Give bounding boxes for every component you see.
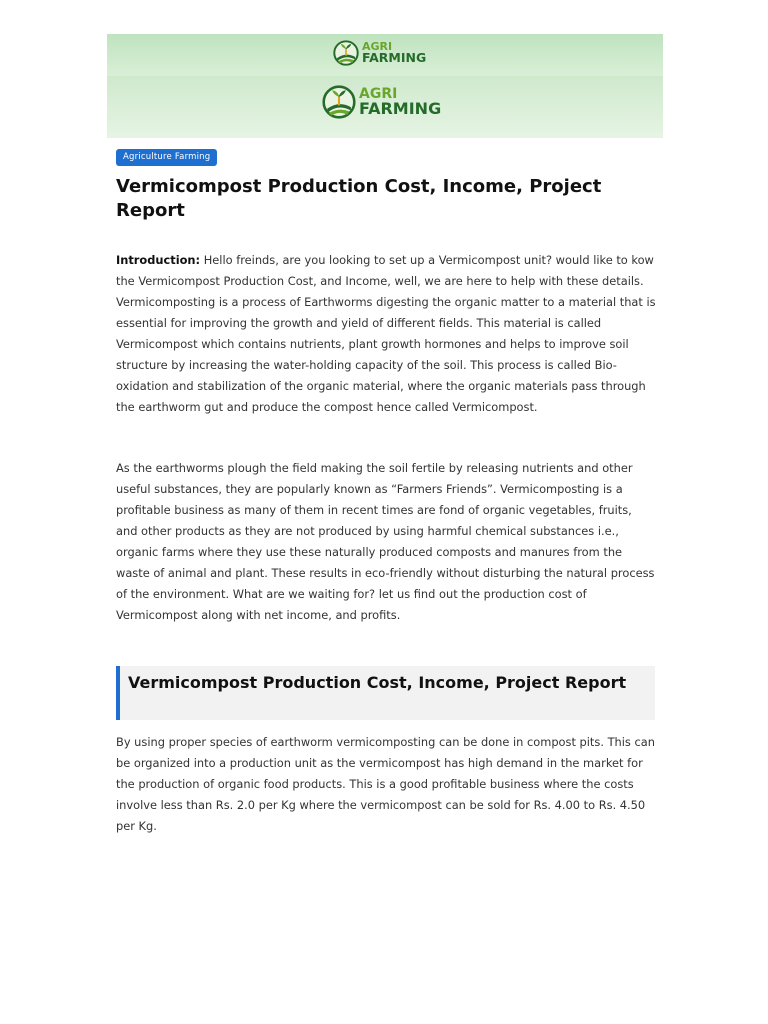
- body-paragraph-2: As the earthworms plough the field making the soil fertile by releasing nutrients and other useful substances, they are popularly known as “Farmers Friends”. Vermicomposting is a profitable business as many of them in recent times are fond of organic vegetables, fruits, and other products as they are not produced by using harmful chemical substances i.e., organic farms where they use these naturally produced composts and manures from the waste of animal and plant. These results in eco-friendly without disturbing the natural process of the environment. What are we waiting for? let us find out the production cost of Vermicompost along with net income, and profits.: [116, 461, 655, 622]
- section-heading-box: [116, 666, 655, 720]
- body-paragraph-3: By using proper species of earthworm vermicomposting can be done in compost pits. This can be organized into a production unit as the vermicompost has high demand in the market for the production of organic food products. This is a good profitable business where the costs involve less than Rs. 2.0 per Kg where the vermicompost can be sold for Rs. 4.00 to Rs. 4.50 per Kg.: [116, 735, 655, 833]
- site-header: [107, 34, 663, 138]
- section-heading: Vermicompost Production Cost, Income, Project Report: [128, 673, 627, 692]
- intro-paragraph: [116, 250, 656, 418]
- leaf-field-logo-icon: [333, 40, 359, 66]
- leaf-field-logo-icon: [322, 85, 356, 119]
- logo-line-agri: AGRI: [362, 40, 393, 54]
- logo-line-farming: FARMING: [362, 50, 427, 66]
- category-badge[interactable]: Agriculture Farming: [116, 149, 217, 166]
- article-title: Vermicompost Production Cost, Income, Project Report: [116, 176, 602, 221]
- site-logo-small[interactable]: [333, 40, 426, 66]
- intro-text: Hello freinds, are you looking to set up a Vermicompost unit? would like to kow the Vermicompost Production Cost, and Income, well, we are here to help with these details. Vermicomposting is a process of Earthworms digesting the organic matter to a material that is essential for improving the growth and yield of different fields. This material is called Vermicompost which contains nutrients, plant growth hormones and helps to improve soil structure by increasing the water-holding capacity of the soil. This process is called Bio-oxidation and stabilization of the organic material, where the organic materials pass through the earthworm gut and produce the compost hence called Vermicompost.: [116, 253, 656, 414]
- intro-label: Introduction:: [116, 253, 201, 267]
- site-logo-large[interactable]: [322, 85, 441, 119]
- logo-line-farming: FARMING: [359, 99, 442, 118]
- logo-line-agri: AGRI: [359, 86, 398, 102]
